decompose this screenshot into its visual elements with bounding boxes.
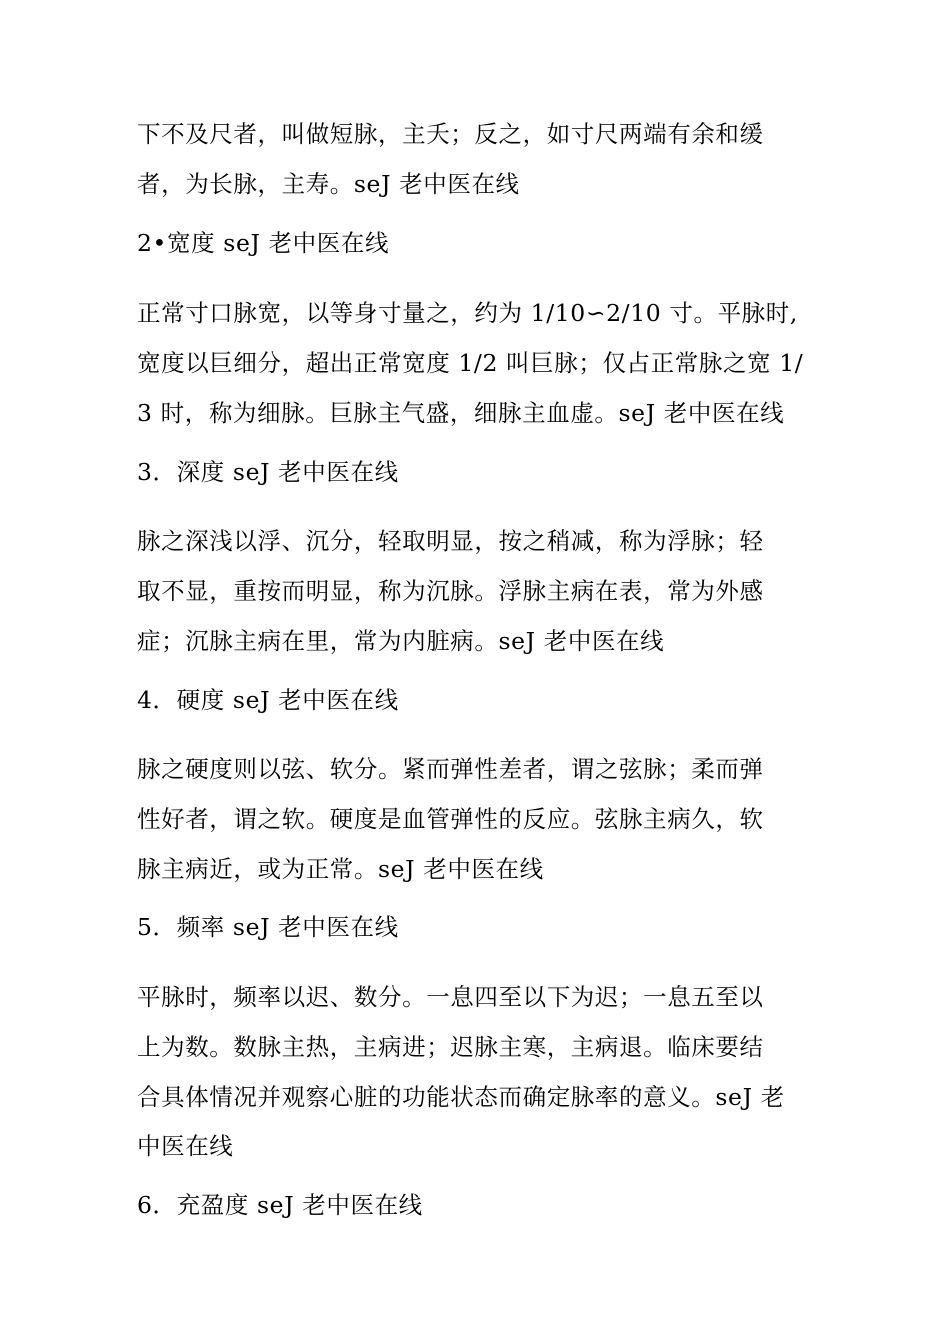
section-heading: 3．深度 seJ 老中医在线 (137, 458, 399, 486)
text-line: 中医在线 (137, 1132, 234, 1160)
text-line: 脉之深浅以浮、沉分，轻取明显，按之稍减，称为浮脉；轻 (137, 527, 764, 555)
text-line: 合具体情况并观察心脏的功能状态而确定脉率的意义。seJ 老 (137, 1083, 785, 1111)
text-line: 宽度以巨细分，超出正常宽度 1/2 叫巨脉；仅占正常脉之宽 1/ (137, 349, 804, 377)
section-heading: 6．充盈度 seJ 老中医在线 (137, 1191, 423, 1219)
section-heading: 4．硬度 seJ 老中医在线 (137, 686, 399, 714)
text-line: 3 时，称为细脉。巨脉主气盛，细脉主血虚。seJ 老中医在线 (137, 399, 785, 427)
text-line: 正常寸口脉宽，以等身寸量之，约为 1/10∽2/10 寸。平脉时, (137, 299, 798, 327)
section-heading: 2•宽度 seJ 老中医在线 (137, 229, 390, 257)
text-line: 下不及尺者，叫做短脉，主夭；反之，如寸尺两端有余和缓 (137, 120, 764, 148)
text-line: 取不显，重按而明显，称为沉脉。浮脉主病在表，常为外感 (137, 577, 764, 605)
text-line: 性好者，谓之软。硬度是血管弹性的反应。弦脉主病久，软 (137, 805, 764, 833)
text-line: 上为数。数脉主热，主病进；迟脉主寒，主病退。临床要结 (137, 1033, 764, 1061)
section-heading: 5．频率 seJ 老中医在线 (137, 913, 399, 941)
text-line: 者，为长脉，主寿。seJ 老中医在线 (137, 170, 520, 198)
text-line: 脉主病近，或为正常。seJ 老中医在线 (137, 855, 544, 883)
text-line: 脉之硬度则以弦、软分。紧而弹性差者，谓之弦脉；柔而弹 (137, 755, 764, 783)
text-line: 症；沉脉主病在里，常为内脏病。seJ 老中医在线 (137, 627, 665, 655)
text-line: 平脉时，频率以迟、数分。一息四至以下为迟；一息五至以 (137, 983, 764, 1011)
